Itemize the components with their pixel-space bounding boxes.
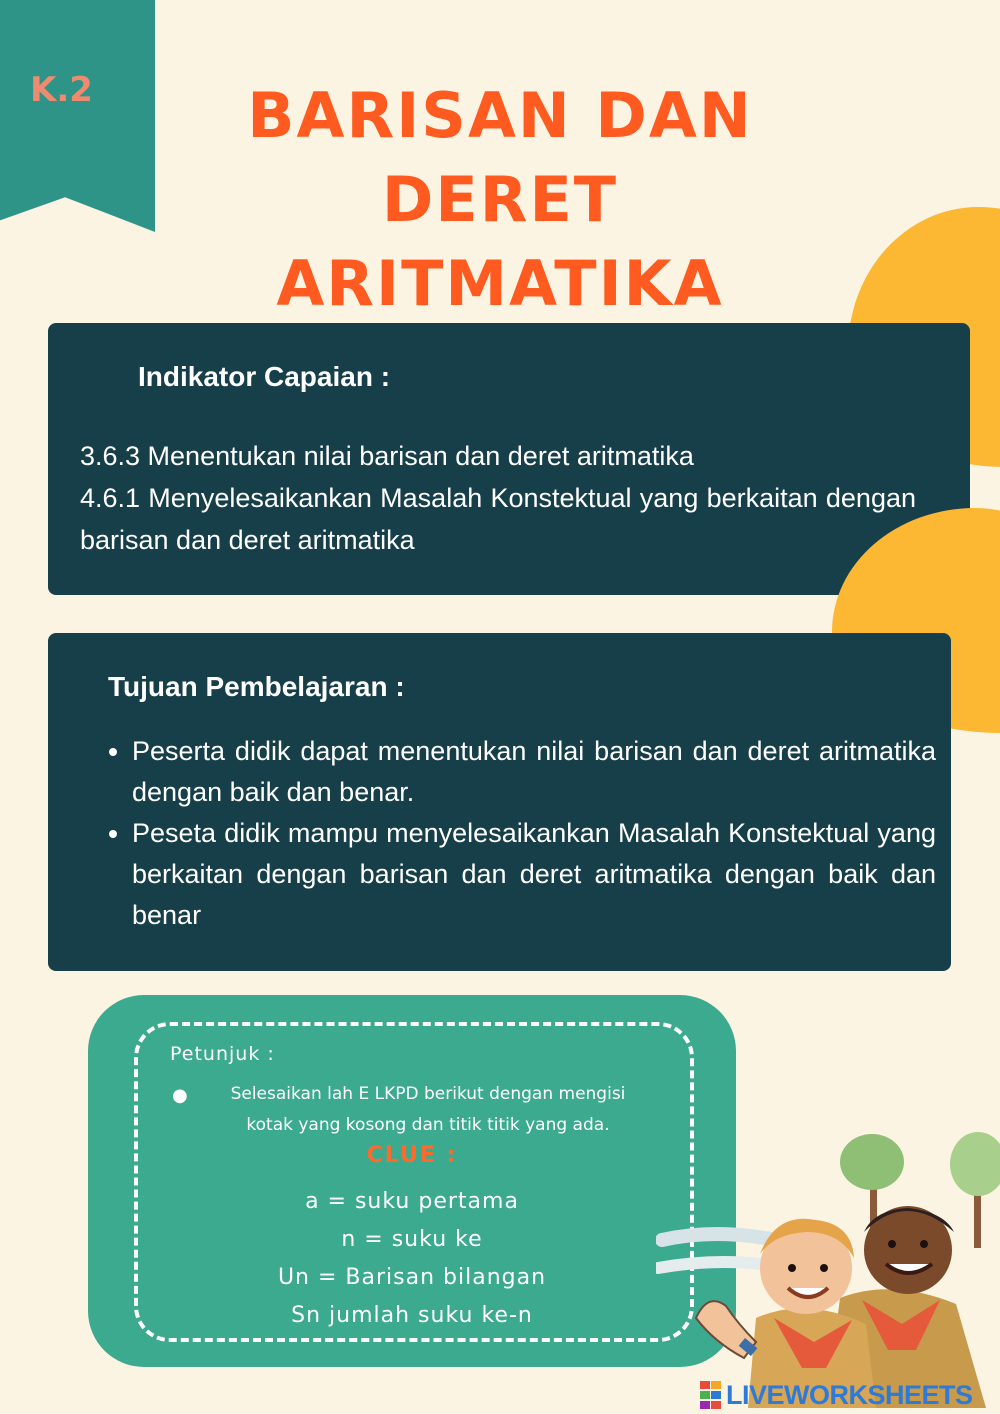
bullet-icon: ● <box>172 1085 188 1106</box>
indikator-item: 4.6.1 Menyelesaikankan Masalah Konstektual yang berkaitan dengan barisan dan deret aritmatika <box>80 483 916 555</box>
liveworksheets-logo-icon <box>700 1381 722 1409</box>
indikator-item: 3.6.3 Menentukan nilai barisan dan deret aritmatika <box>80 441 694 471</box>
clue-item: a = suku pertama <box>305 1189 519 1214</box>
watermark-text: LIVEWORKSHEETS <box>726 1379 973 1410</box>
ribbon-label: K.2 <box>30 70 93 110</box>
clue-item: Un = Barisan bilangan <box>277 1265 547 1290</box>
clue-label: CLUE : <box>366 1143 458 1168</box>
title-line-2: ARITMATIKA <box>276 247 724 320</box>
petunjuk-card <box>88 995 736 1367</box>
tujuan-card <box>48 633 951 971</box>
clue-list <box>88 1183 736 1335</box>
tujuan-item: • Peserta didik dapat menentukan nilai barisan dan deret aritmatika dengan baik dan benar. <box>132 731 936 813</box>
tujuan-list <box>96 731 936 936</box>
indikator-heading: Indikator Capaian : <box>138 361 391 392</box>
tujuan-heading: Tujuan Pembelajaran : <box>108 671 405 702</box>
indikator-list <box>80 435 916 561</box>
petunjuk-instruction: Selesaikan lah E LKPD berikut dengan mengisi kotak yang kosong dan titik titik yang ada. <box>230 1084 626 1135</box>
page-title <box>150 74 850 326</box>
title-line-1: BARISAN DAN DERET <box>247 79 753 236</box>
petunjuk-label: Petunjuk : <box>170 1043 275 1065</box>
clue-item: Sn jumlah suku ke-n <box>291 1303 533 1328</box>
corner-ribbon <box>0 0 155 232</box>
clue-item: n = suku ke <box>341 1227 483 1252</box>
watermark <box>700 1378 973 1412</box>
kids-illustration-icon <box>656 1128 1000 1408</box>
indikator-card <box>48 323 970 595</box>
tujuan-item: • Peseta didik mampu menyelesaikankan Masalah Konstektual yang berkaitan dengan barisan dan deret aritmatika dengan baik dan benar <box>132 813 936 936</box>
